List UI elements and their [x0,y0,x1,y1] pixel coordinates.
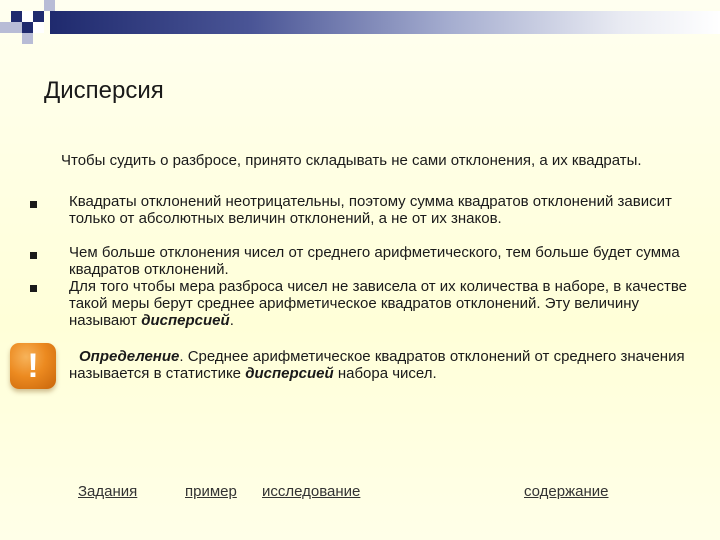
bullet-3-period: . [229,312,234,329]
bullet-item-3 [69,278,689,329]
decor-square [22,11,33,22]
exclamation-warning-icon: ! [10,343,56,389]
decor-square [22,33,33,44]
definition-block [69,348,689,382]
decor-square [33,11,44,22]
nav-link-tasks[interactable]: Задания [78,483,138,500]
bullet-marker [30,252,37,259]
definition-label: Определение [79,348,180,365]
nav-link-research[interactable]: исследование [262,483,361,500]
bullet-item-2: Чем больше отклонения чисел от среднего арифметического, тем больше будет сумма квадратов отклонений. [69,244,680,278]
definition-text-end: набора чисел. [333,365,437,382]
slide-title: Дисперсия [44,77,164,104]
decor-square [11,22,22,33]
definition-term: дисперсией [245,365,334,382]
term-dispersion: дисперсией [141,312,230,329]
decor-square [22,22,33,33]
decor-square [0,22,11,33]
bullet-marker [30,285,37,292]
header-gradient-bar [50,11,720,34]
definition-text: . Среднее арифметическое квадратов отклонений от среднего значения называется в статистике [69,348,685,382]
decor-square [11,11,22,22]
intro-text: Чтобы судить о разбросе, принято складывать не сами отклонения, а их квадраты. [61,152,642,169]
bullet-3-text: Для того чтобы мера разброса чисел не зависела от их количества в наборе, в качестве такой меры берут среднее арифметическое квадратов отклонений. Эту величину называют [69,278,687,329]
nav-link-contents[interactable]: содержание [524,483,609,500]
nav-link-example[interactable]: пример [185,483,237,500]
bullet-item-1: Квадраты отклонений неотрицательны, поэтому сумма квадратов отклонений зависит только от абсолютных величин отклонений, а не от их знаков. [69,193,672,227]
decor-square [33,22,44,33]
decor-square [44,0,55,11]
bullet-marker [30,201,37,208]
